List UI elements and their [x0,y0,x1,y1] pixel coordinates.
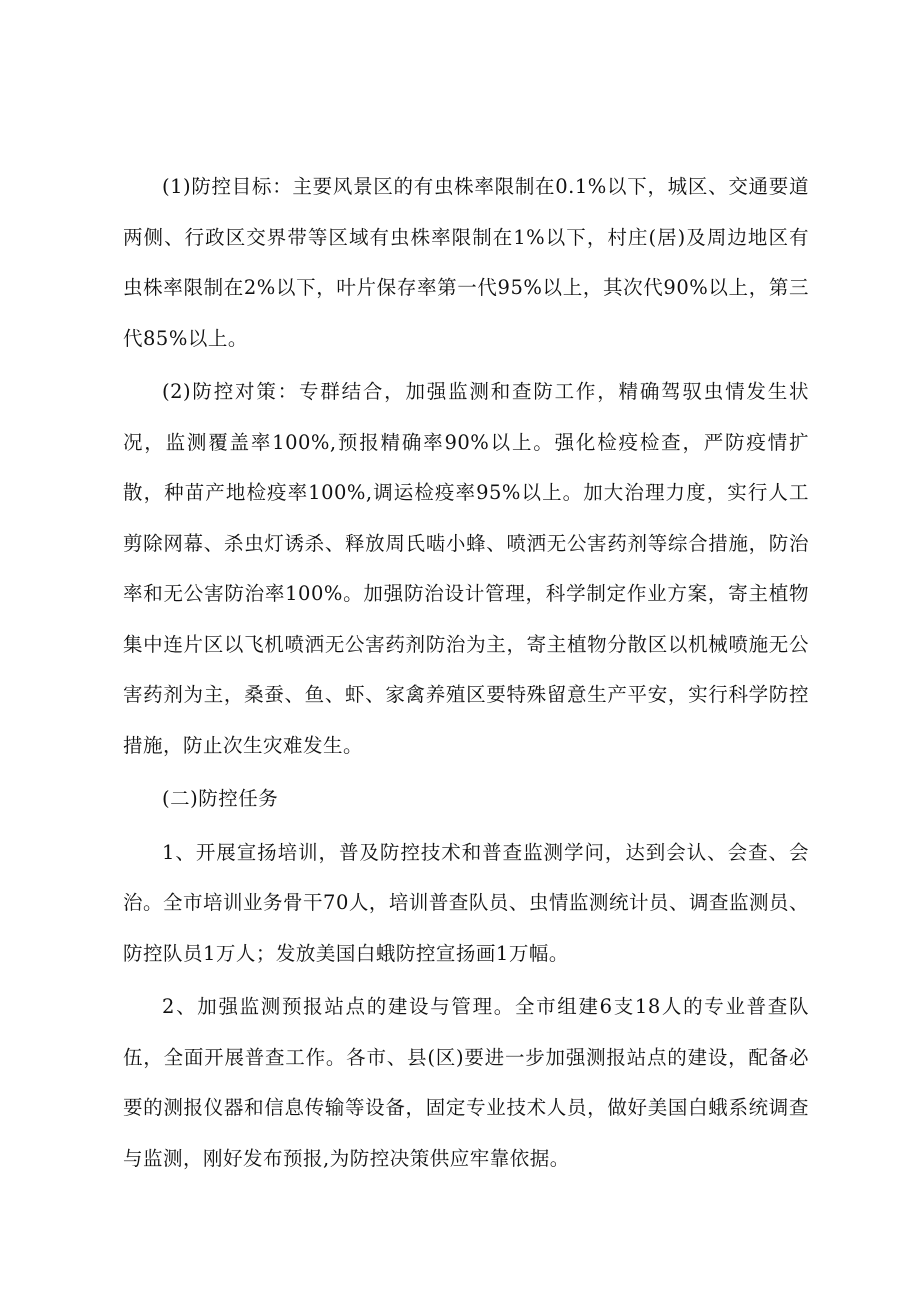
paragraph-task-monitoring: 2、加强监测预报站点的建设与管理。全市组建6支18人的专业普查队伍，全面开展普查工作。各市、县(区)要进一步加强测报站点的建设，配备必要的测报仪器和信息传输等设备，固定专业技术人员，做好美国白蛾系统调查与监测，刚好发布预报,为防控决策供应牢靠依据。 [123,995,809,1170]
document-body [123,162,809,1184]
paragraph-control-strategy: (2)防控对策：专群结合，加强监测和查防工作，精确驾驭虫情发生状况，监测覆盖率100%,预报精确率90%以上。强化检疫检查，严防疫情扩散，种苗产地检疫率100%,调运检疫率95%以上。加大治理力度，实行人工剪除网幕、杀虫灯诱杀、释放周氏啮小蜂、喷洒无公害药剂等综合措施，防治率和无公害防治率100%。加强防治设计管理，科学制定作业方案，寄主植物集中连片区以飞机喷洒无公害药剂防治为主，寄主植物分散区以机械喷施无公害药剂为主，桑蚕、鱼、虾、家禽养殖区要特殊留意生产平安，实行科学防控措施，防止次生灾难发生。 [123,380,809,757]
section-heading-control-tasks: (二)防控任务 [162,787,279,810]
paragraph-task-training: 1、开展宣扬培训，普及防控技术和普查监测学问，达到会认、会查、会治。全市培训业务骨干70人，培训普查队员、虫情监测统计员、调查监测员、防控队员1万人；发放美国白蛾防控宣扬画1万幅。 [123,840,809,965]
paragraph-control-target: (1)防控目标：主要风景区的有虫株率限制在0.1%以下，城区、交通要道两侧、行政区交界带等区域有虫株率限制在1%以下，村庄(居)及周边地区有虫株率限制在2%以下，叶片保存率第一代95%以上，其次代90%以上，第三代85%以上。 [123,175,809,350]
